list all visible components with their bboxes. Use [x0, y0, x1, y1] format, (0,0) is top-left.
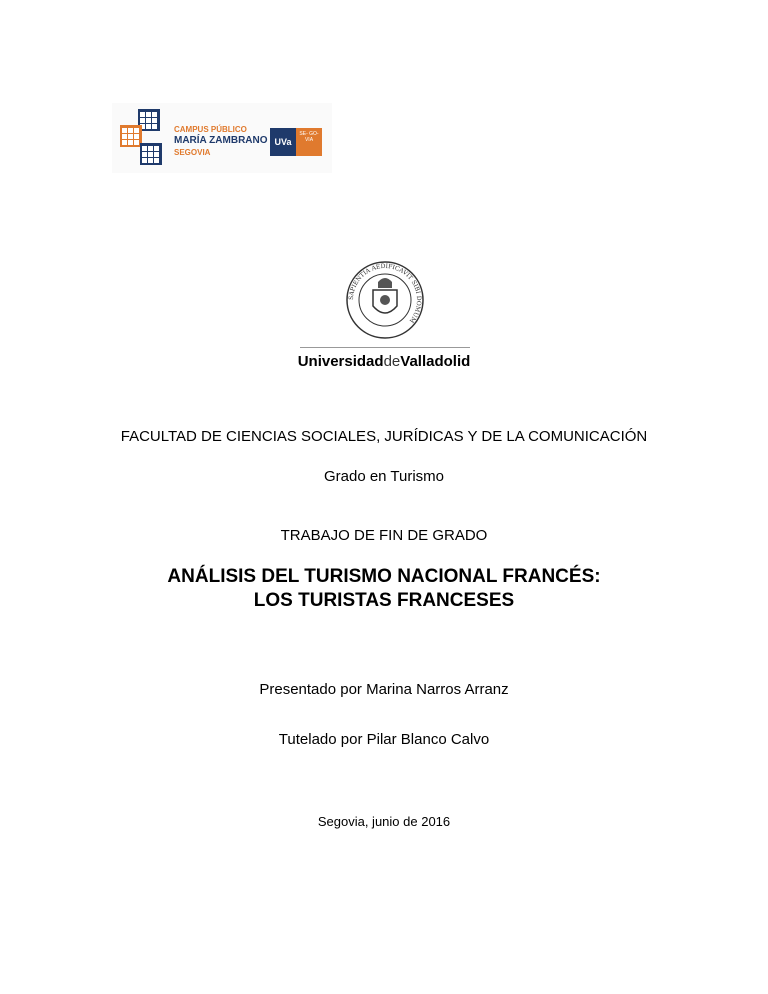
faculty-name: FACULTAD DE CIENCIAS SOCIALES, JURÍDICAS Y DE LA COMUNICACIÓN: [120, 428, 648, 445]
segovia-badge: SE- GO- VIA: [296, 128, 322, 156]
wordmark-part: Valladolid: [400, 353, 471, 370]
logo-segovia-text: SEGOVIA: [174, 148, 211, 157]
title-line-1: ANÁLISIS DEL TURISMO NACIONAL FRANCÉS:: [167, 566, 601, 587]
university-wordmark: [0, 353, 768, 370]
title-line-2: LOS TURISTAS FRANCESES: [253, 590, 515, 611]
logo-square-icon: [140, 143, 162, 165]
author: Presentado por Marina Narros Arranz: [259, 681, 509, 698]
wordmark-part: de: [383, 353, 401, 370]
campus-maria-zambrano-logo: [112, 103, 332, 173]
university-seal-icon: [345, 260, 425, 340]
wordmark-part: Universidad: [297, 353, 384, 370]
place-date: Segovia, junio de 2016: [317, 814, 451, 829]
logo-campus-text: CAMPUS PÚBLICO: [174, 125, 247, 134]
logo-square-icon: [120, 125, 142, 147]
tutor: Tutelado por Pilar Blanco Calvo: [278, 731, 490, 748]
logo-name-text: MARÍA ZAMBRANO: [174, 135, 268, 146]
degree-name: Grado en Turismo: [323, 468, 445, 485]
svg-text:SAPIENTIA AEDIFICAVIT SIBI DOM: SAPIENTIA AEDIFICAVIT SIBI DOMUM: [347, 262, 423, 325]
work-type: TRABAJO DE FIN DE GRADO: [280, 527, 488, 544]
seal-divider: [300, 347, 470, 348]
uva-badge: UVa: [270, 128, 296, 156]
